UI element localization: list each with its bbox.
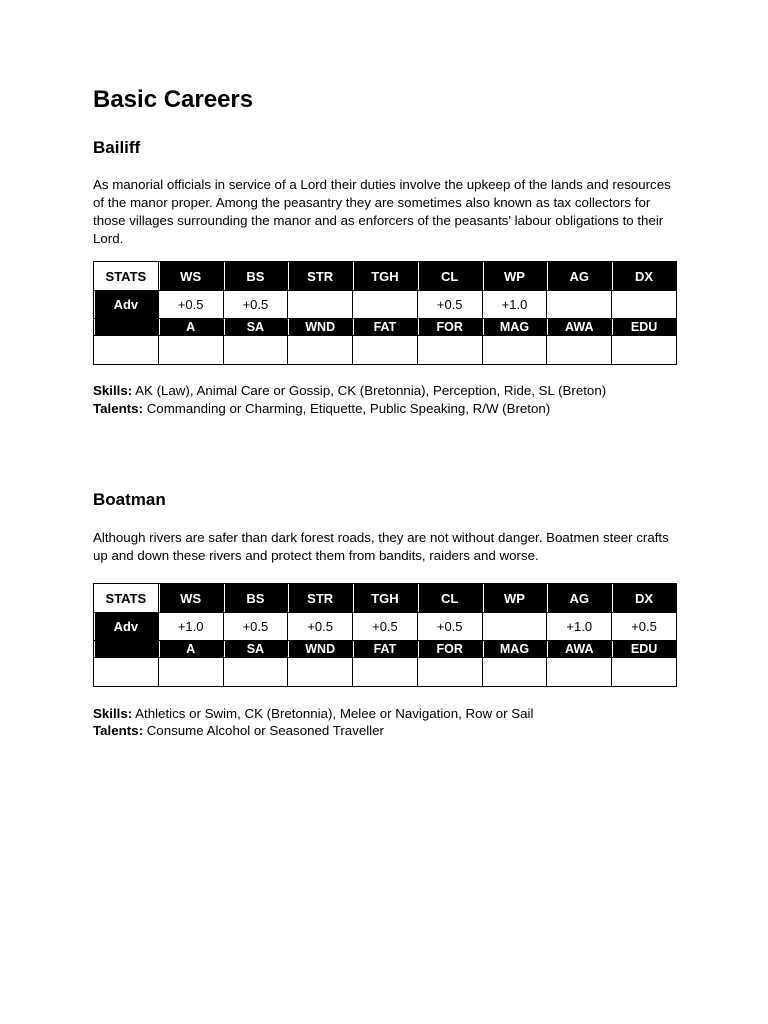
stat-value [288, 658, 353, 687]
stats-label: STATS [94, 262, 159, 291]
stat-value [482, 613, 547, 641]
stats-value-row [94, 291, 677, 319]
stat-value [482, 336, 547, 365]
stat-value: +0.5 [417, 291, 482, 319]
stat-value [417, 658, 482, 687]
stat-value [353, 658, 418, 687]
stat-value: +1.0 [158, 613, 223, 641]
skills-label: Skills: [93, 383, 133, 398]
stat-header: BS [223, 262, 288, 291]
stat-header: SA [223, 641, 288, 658]
stats-value-row-2 [94, 658, 677, 687]
stat-value: +0.5 [223, 291, 288, 319]
adv-label: Adv [94, 291, 159, 319]
stat-header: MAG [482, 319, 547, 336]
stat-header: FOR [417, 641, 482, 658]
stats-value-row [94, 613, 677, 641]
stat-header: SA [223, 319, 288, 336]
career-description: Although rivers are safer than dark forest roads, they are not without danger. Boatmen steer crafts up and down these rivers and protect them from bandits, raiders and worse. [93, 530, 669, 563]
career-description: As manorial officials in service of a Lord their duties involve the upkeep of the lands and resources of the manor proper. Among the peasantry they are sometimes also known as tax collectors for those villages surrounding the manor and as enforcers of the peasants' labour obligations to their Lord. [93, 177, 671, 246]
stat-header: MAG [482, 641, 547, 658]
skills-line [93, 382, 606, 400]
stat-header: AG [547, 584, 612, 613]
stat-value [547, 336, 612, 365]
stat-value [288, 291, 353, 319]
stat-header: EDU [612, 319, 677, 336]
stat-value [288, 336, 353, 365]
talents-text: Commanding or Charming, Etiquette, Public Speaking, R/W (Breton) [146, 401, 551, 416]
stat-header: EDU [612, 641, 677, 658]
stat-value [547, 658, 612, 687]
stats-table [93, 261, 677, 365]
stat-header: WS [158, 262, 223, 291]
stat-header: STR [288, 584, 353, 613]
adv-label: Adv [94, 613, 159, 641]
stats-header-row-2 [94, 319, 677, 336]
stat-header-blank [94, 641, 159, 658]
skills-text: Athletics or Swim, CK (Bretonnia), Melee or Navigation, Row or Sail [135, 706, 534, 721]
skills-line [93, 705, 533, 723]
stat-header: FAT [353, 319, 418, 336]
stat-value [612, 336, 677, 365]
stat-header: WND [288, 319, 353, 336]
stat-header: AWA [547, 641, 612, 658]
stat-value-blank [94, 336, 159, 365]
stat-value [612, 658, 677, 687]
stat-header: DX [612, 584, 677, 613]
stat-value-blank [94, 658, 159, 687]
talents-label: Talents: [93, 723, 143, 738]
stat-header: DX [612, 262, 677, 291]
stats-table [93, 583, 677, 687]
stat-header: WS [158, 584, 223, 613]
stat-header: FOR [417, 319, 482, 336]
stat-header: BS [223, 584, 288, 613]
stat-value [158, 336, 223, 365]
stats-value-row-2 [94, 336, 677, 365]
career-title: Bailiff [93, 138, 141, 157]
skills-label: Skills: [93, 706, 133, 721]
stat-value [417, 336, 482, 365]
stat-header: FAT [353, 641, 418, 658]
stat-value: +0.5 [288, 613, 353, 641]
stats-header-row [94, 584, 677, 613]
talents-line [93, 722, 384, 740]
stat-header: WND [288, 641, 353, 658]
stat-header: TGH [353, 584, 418, 613]
talents-line [93, 400, 550, 418]
stat-value: +1.0 [482, 291, 547, 319]
stat-header: AWA [547, 319, 612, 336]
stat-value [223, 336, 288, 365]
stat-header: CL [417, 262, 482, 291]
stat-value: +1.0 [547, 613, 612, 641]
talents-text: Consume Alcohol or Seasoned Traveller [146, 723, 384, 738]
stat-value [223, 658, 288, 687]
stat-value: +0.5 [353, 613, 418, 641]
stats-label: STATS [94, 584, 159, 613]
stat-value [353, 336, 418, 365]
stat-header: AG [547, 262, 612, 291]
stat-header-blank [94, 319, 159, 336]
page-title: Basic Careers [93, 86, 254, 113]
stat-value: +0.5 [158, 291, 223, 319]
talents-label: Talents: [93, 401, 143, 416]
stat-value: +0.5 [417, 613, 482, 641]
stat-value: +0.5 [223, 613, 288, 641]
stat-header: WP [482, 584, 547, 613]
stats-header-row-2 [94, 641, 677, 658]
career-title: Boatman [93, 490, 166, 509]
stat-value [547, 291, 612, 319]
stat-value [612, 291, 677, 319]
stat-value [353, 291, 418, 319]
stat-header: CL [417, 584, 482, 613]
stat-header: A [158, 641, 223, 658]
stat-value: +0.5 [612, 613, 677, 641]
stat-value [482, 658, 547, 687]
stats-header-row [94, 262, 677, 291]
stat-header: WP [482, 262, 547, 291]
stat-value [158, 658, 223, 687]
stat-header: A [158, 319, 223, 336]
stat-header: TGH [353, 262, 418, 291]
stat-header: STR [288, 262, 353, 291]
skills-text: AK (Law), Animal Care or Gossip, CK (Bretonnia), Perception, Ride, SL (Breton) [135, 383, 607, 398]
